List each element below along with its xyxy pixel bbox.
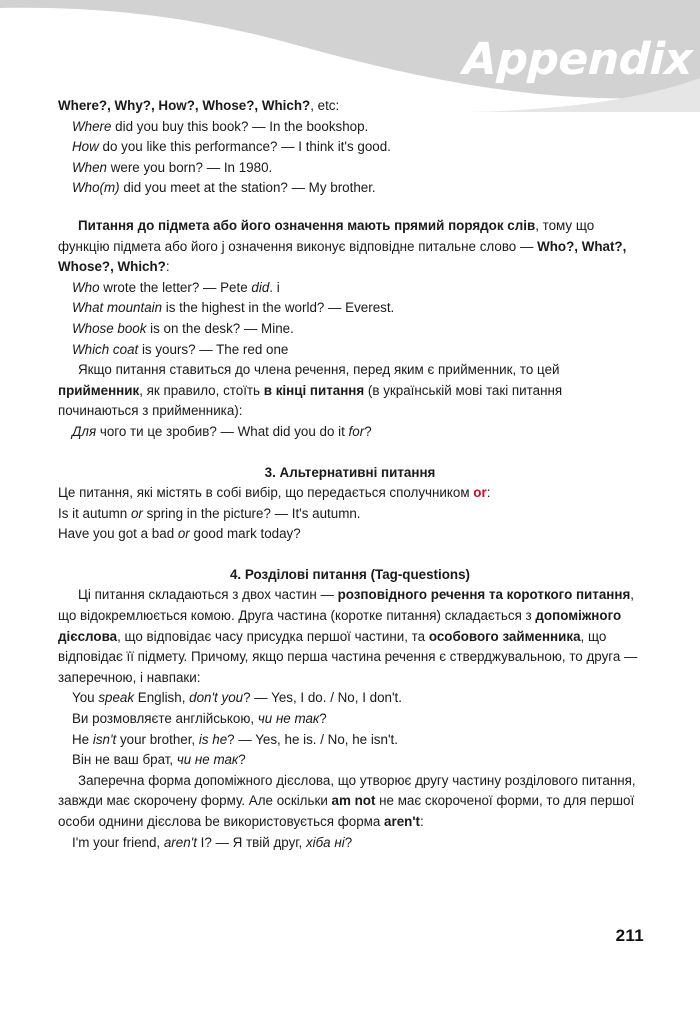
paragraph-text: Якщо питання ставиться до члена речення, перед яким є прийменник, то цей <box>78 362 560 378</box>
paragraph-bold-words: Who?, What?, Whose?, Which? <box>58 238 627 275</box>
example-italic-2: is he <box>198 731 228 747</box>
example-italic: or <box>130 505 143 521</box>
example-line <box>0 688 700 709</box>
paragraph-tail: : <box>165 259 170 275</box>
section-3-alternative-questions <box>0 463 700 545</box>
question-words-heading-bold: Where?, Why?, How?, Whose?, Which? <box>58 98 311 113</box>
example-mid: English, <box>134 690 190 706</box>
accent-word-or: or <box>473 485 487 501</box>
example-text: did you buy this book? — In the bookshop. <box>111 118 369 134</box>
example-text: is on the desk? — Mine. <box>146 320 294 336</box>
question-words-heading <box>0 96 700 117</box>
question-words-heading-rest: , etc: <box>310 98 340 113</box>
paragraph-text-end: (в українській мові такі питання починаються з прийменника): <box>58 382 563 419</box>
paragraph-text: , тому що функцію підмета або його j означення виконує відповідне питальне слово — <box>58 217 595 254</box>
tag-questions-paragraph-2 <box>0 771 700 833</box>
example-line <box>0 117 700 138</box>
example-italic: Для <box>72 423 97 439</box>
example-italic: or <box>177 526 190 542</box>
paragraph-text-mid: не має скороченої форми, то для першої особи однини дієслова be використовується форма <box>58 793 635 829</box>
paragraph-text-end: : <box>419 814 424 829</box>
intro-tail: : <box>486 485 491 501</box>
example-mid: I? — Я твій друг, <box>196 834 306 850</box>
example-italic: isn't <box>92 731 117 747</box>
example-text-2: . i <box>269 279 280 295</box>
preposition-rule-paragraph <box>0 360 700 422</box>
example-italic: speak <box>98 690 135 706</box>
paragraph-text: Заперечна форма допоміжного дієслова, що утворює другу частину розділового питання, завжди має скорочену форму. Але оскільки <box>58 772 636 809</box>
example-text: did you meet at the station? — My brother. <box>119 180 376 196</box>
example-italic-2: хіба ні <box>305 834 345 850</box>
appendix-title: Appendix <box>461 34 693 85</box>
example-line <box>0 158 700 179</box>
example-text: good mark today? <box>189 526 301 542</box>
subject-questions-block <box>0 216 700 443</box>
example-line <box>0 278 700 299</box>
paragraph-bold-2: в кінці питання <box>263 382 365 398</box>
example-text: чого ти це зробив? — What did you do it <box>96 423 349 439</box>
example-text: were you born? — In 1980. <box>106 159 273 175</box>
example-line <box>0 504 700 525</box>
intro-text: Це питання, які містять в собі вибір, що передається сполучником <box>58 485 474 501</box>
section-4-heading: 4. Розділові питання (Tag-questions) <box>229 566 470 582</box>
paragraph-bold-arent: aren't <box>384 814 420 829</box>
example-line <box>0 730 700 751</box>
section-4-tag-questions <box>0 565 700 853</box>
example-pre: He <box>72 731 93 747</box>
paragraph-bold-3: особового займенника <box>428 628 581 644</box>
example-italic: Where <box>72 118 112 134</box>
example-line <box>0 319 700 340</box>
spacer <box>0 545 700 565</box>
example-italic: When <box>72 159 107 175</box>
tag-questions-paragraph-1 <box>0 585 700 688</box>
paragraph-text-mid-1: , що відокремлюється комою. Друга частина (коротке питання) складається з <box>58 587 635 624</box>
paragraph-bold-1: прийменник <box>58 382 140 398</box>
example-italic: Who <box>72 279 100 295</box>
paragraph-text-end: , що відповідає її підмету. Причому, якщо перша частина речення є стверджувальною, то друга — заперечною, і навпаки: <box>58 628 638 685</box>
page-content <box>0 96 700 853</box>
paragraph-bold-am-not: am not <box>331 793 376 809</box>
example-pre: You <box>72 690 99 706</box>
subject-questions-paragraph <box>0 216 700 278</box>
example-line <box>0 178 700 199</box>
example-line <box>0 709 700 730</box>
example-text: ? — Yes, he is. / No, he isn't. <box>227 731 398 747</box>
paragraph-text-mid: , як правило, стоїть <box>139 382 264 398</box>
example-text-2: ? <box>364 423 372 439</box>
example-text: is yours? — The red one <box>138 341 289 357</box>
example-text: ? <box>238 752 246 768</box>
paragraph-bold-2: допоміжного дієслова <box>58 608 622 644</box>
example-italic: Who(m) <box>72 180 120 196</box>
example-text: ? — Yes, I do. / No, I don't. <box>243 690 402 706</box>
example-text: ? <box>344 834 353 850</box>
paragraph-text: Ці питання складаються з двох частин — <box>78 587 338 603</box>
spacer <box>0 443 700 463</box>
example-italic: чи не так <box>257 711 320 727</box>
example-pre: I'm your friend, <box>72 834 164 850</box>
paragraph-text-mid-2: , що відповідає часу присудка першої частини, та <box>117 628 429 644</box>
example-line <box>0 298 700 319</box>
example-italic: What mountain <box>72 300 163 316</box>
example-line <box>0 524 700 545</box>
section-3-intro <box>0 483 700 504</box>
paragraph-bold-1: розповідного речення та короткого питання <box>337 587 631 603</box>
section-3-heading: 3. Альтернативні питання <box>264 464 436 480</box>
spacer <box>0 199 700 216</box>
example-italic: How <box>72 139 99 155</box>
example-line <box>0 422 700 443</box>
example-line <box>0 750 700 771</box>
example-italic: aren't <box>163 834 197 850</box>
question-words-block <box>0 96 700 199</box>
example-italic-2: did <box>251 279 270 295</box>
example-italic: чи не так <box>176 752 239 768</box>
example-mid: your brother, <box>116 731 199 747</box>
example-pre: Have you got a bad <box>58 526 178 542</box>
example-italic: Which coat <box>72 341 139 357</box>
example-line <box>0 340 700 361</box>
example-text: wrote the letter? — Pete <box>99 279 252 295</box>
example-text: do you like this performance? — I think it's good. <box>98 139 391 155</box>
example-italic: Whose book <box>72 320 147 336</box>
example-italic-2: don't you <box>189 690 244 706</box>
example-pre: Він не ваш брат, <box>72 752 177 768</box>
paragraph-bold-lead: Питання до підмета або його означення мають прямий порядок слів <box>78 217 536 233</box>
example-italic-2: for <box>348 423 365 439</box>
page-number: 211 <box>615 926 644 945</box>
example-text: is the highest in the world? — Everest. <box>162 300 395 316</box>
example-text: ? <box>319 711 327 727</box>
example-pre: Is it autumn <box>58 505 131 521</box>
example-text: spring in the picture? — It's autumn. <box>142 505 361 521</box>
example-pre: Ви розмовляєте англійською, <box>72 711 258 727</box>
example-line <box>0 137 700 158</box>
example-line <box>0 833 700 854</box>
